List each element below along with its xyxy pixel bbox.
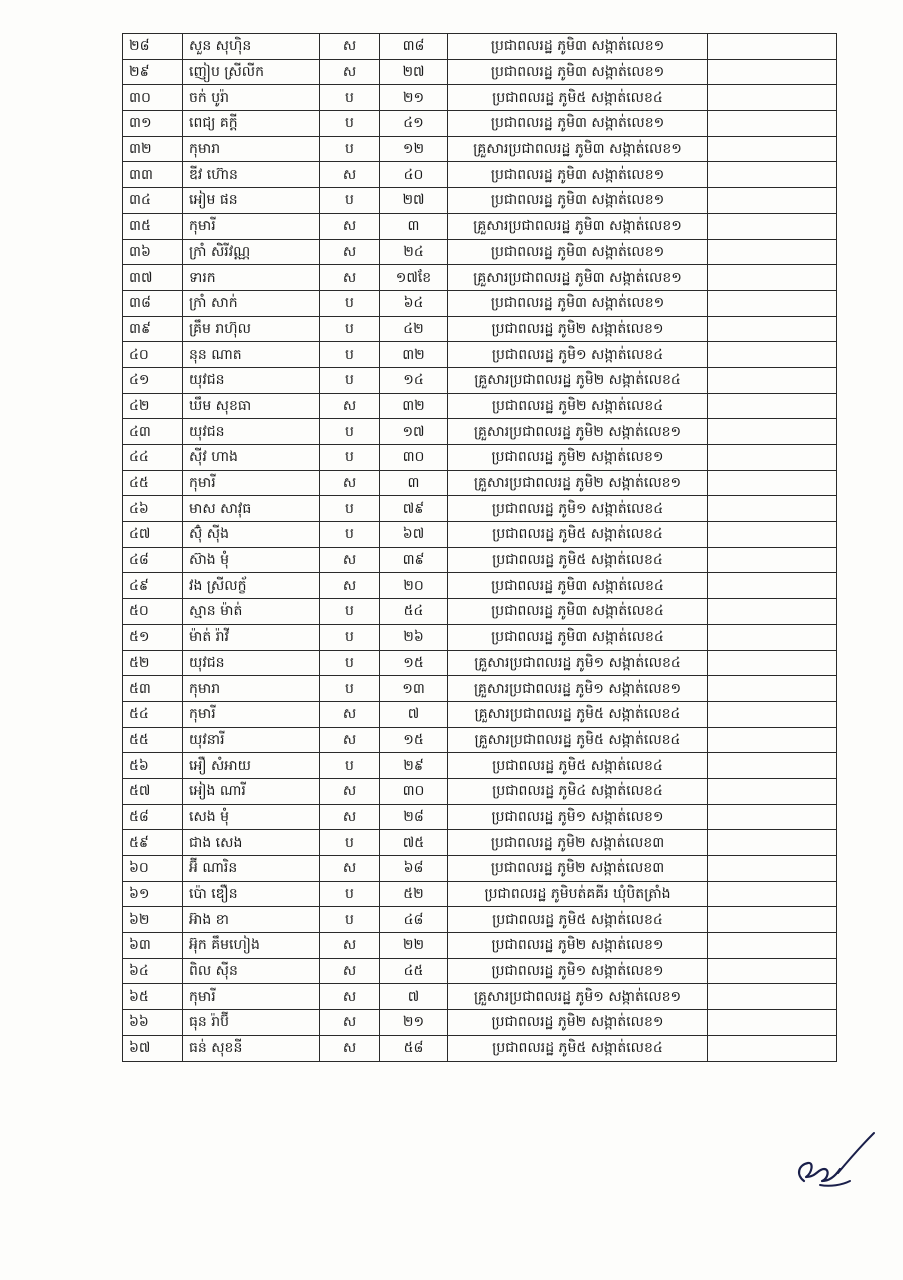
note-cell: [708, 778, 837, 804]
name-cell: អៀង ណារី: [183, 778, 320, 804]
role-cell: ប្រជាពលរដ្ឋ ភូមិ៥ សង្កាត់លេខ៤: [448, 753, 708, 779]
sex-cell: ប: [320, 188, 380, 214]
handwritten-signature: [790, 1125, 880, 1200]
sex-cell: ស: [320, 470, 380, 496]
role-cell: ប្រជាពលរដ្ឋ ភូមិ៥ សង្កាត់លេខ៤: [448, 85, 708, 111]
sex-cell: ស: [320, 804, 380, 830]
note-cell: [708, 188, 837, 214]
note-cell: [708, 213, 837, 239]
note-cell: [708, 1035, 837, 1061]
note-cell: [708, 393, 837, 419]
age-cell: ៣: [380, 470, 448, 496]
name-cell: យុវនារី: [183, 727, 320, 753]
name-cell: ក្រាំ សិរីវណ្ណ: [183, 239, 320, 265]
note-cell: [708, 830, 837, 856]
sex-cell: ស: [320, 701, 380, 727]
row-number-cell: ៦២: [123, 907, 183, 933]
row-number-cell: ៤២: [123, 393, 183, 419]
role-cell: គ្រួសារប្រជាពលរដ្ឋ ភូមិ៥ សង្កាត់លេខ៤: [448, 727, 708, 753]
role-cell: ប្រជាពលរដ្ឋ ភូមិ១ សង្កាត់លេខ៤: [448, 342, 708, 368]
age-cell: ២០: [380, 573, 448, 599]
table-row: [123, 239, 837, 265]
age-cell: ២៧: [380, 59, 448, 85]
age-cell: ៦៧: [380, 522, 448, 548]
name-cell: ឌីវ ហ៊ោន: [183, 162, 320, 188]
note-cell: [708, 59, 837, 85]
row-number-cell: ២៨: [123, 34, 183, 60]
note-cell: [708, 701, 837, 727]
age-cell: ២៧: [380, 188, 448, 214]
row-number-cell: ៥៩: [123, 830, 183, 856]
age-cell: ៦៨: [380, 856, 448, 882]
role-cell: ប្រជាពលរដ្ឋ ភូមិ៥ សង្កាត់លេខ៤: [448, 907, 708, 933]
age-cell: ១៥: [380, 727, 448, 753]
role-cell: ប្រជាពលរដ្ឋ ភូមិ២ សង្កាត់លេខ៣: [448, 830, 708, 856]
role-cell: គ្រួសារប្រជាពលរដ្ឋ ភូមិ១ សង្កាត់លេខ១: [448, 984, 708, 1010]
role-cell: គ្រួសារប្រជាពលរដ្ឋ ភូមិ១ សង្កាត់លេខ១: [448, 676, 708, 702]
age-cell: ៣៨: [380, 34, 448, 60]
name-cell: អៀម ផន: [183, 188, 320, 214]
sex-cell: ស: [320, 1035, 380, 1061]
table-row: [123, 85, 837, 111]
note-cell: [708, 727, 837, 753]
age-cell: ៥៤: [380, 599, 448, 625]
role-cell: ប្រជាពលរដ្ឋ ភូមិ៣ សង្កាត់លេខ១: [448, 162, 708, 188]
sex-cell: ស: [320, 34, 380, 60]
table-row: [123, 856, 837, 882]
note-cell: [708, 984, 837, 1010]
age-cell: ៣២: [380, 393, 448, 419]
table-row: [123, 1035, 837, 1061]
note-cell: [708, 136, 837, 162]
role-cell: ប្រជាពលរដ្ឋ ភូមិ៥ សង្កាត់លេខ៤: [448, 1035, 708, 1061]
sex-cell: ប: [320, 445, 380, 471]
note-cell: [708, 316, 837, 342]
note-cell: [708, 1010, 837, 1036]
role-cell: ប្រជាពលរដ្ឋ ភូមិ៣ សង្កាត់លេខ៤: [448, 624, 708, 650]
sex-cell: ប: [320, 624, 380, 650]
sex-cell: ប: [320, 753, 380, 779]
name-cell: ស៊ីវ ហាង: [183, 445, 320, 471]
role-cell: ប្រជាពលរដ្ឋ ភូមិ៣ សង្កាត់លេខ១: [448, 59, 708, 85]
sex-cell: ប: [320, 881, 380, 907]
note-cell: [708, 599, 837, 625]
table-row: [123, 213, 837, 239]
sex-cell: ស: [320, 856, 380, 882]
note-cell: [708, 624, 837, 650]
sex-cell: ស: [320, 778, 380, 804]
note-cell: [708, 342, 837, 368]
table-row: [123, 342, 837, 368]
sex-cell: ប: [320, 419, 380, 445]
name-cell: ឃឹម សុខធា: [183, 393, 320, 419]
signature-stroke-slash: [838, 1133, 874, 1173]
table-row: [123, 367, 837, 393]
age-cell: ៤២: [380, 316, 448, 342]
table-row: [123, 188, 837, 214]
age-cell: ២២: [380, 933, 448, 959]
sex-cell: ប: [320, 136, 380, 162]
age-cell: ៣២: [380, 342, 448, 368]
table-row: [123, 573, 837, 599]
row-number-cell: ៣៧: [123, 265, 183, 291]
name-cell: ធន់ សុខនី: [183, 1035, 320, 1061]
age-cell: ៤១: [380, 111, 448, 137]
table-row: [123, 162, 837, 188]
name-cell: ក្រាំ សាក់: [183, 290, 320, 316]
name-cell: អ៊ុក គឹមហៀង: [183, 933, 320, 959]
name-cell: ម៉ាត់ រ៉ាវី: [183, 624, 320, 650]
age-cell: ៣០: [380, 445, 448, 471]
role-cell: ប្រជាពលរដ្ឋ ភូមិ៣ សង្កាត់លេខ១: [448, 239, 708, 265]
note-cell: [708, 496, 837, 522]
table-row: [123, 933, 837, 959]
table-row: [123, 445, 837, 471]
name-cell: ទារក: [183, 265, 320, 291]
table-row: [123, 265, 837, 291]
note-cell: [708, 881, 837, 907]
role-cell: ប្រជាពលរដ្ឋ ភូមិ៣ សង្កាត់លេខ៤: [448, 573, 708, 599]
name-cell: សួន សុហ៊ិន: [183, 34, 320, 60]
role-cell: ប្រជាពលរដ្ឋ ភូមិ២ សង្កាត់លេខ១: [448, 445, 708, 471]
role-cell: ប្រជាពលរដ្ឋ ភូមិ៥ សង្កាត់លេខ៤: [448, 547, 708, 573]
name-cell: សេង មុំ: [183, 804, 320, 830]
age-cell: ៣: [380, 213, 448, 239]
table-row: [123, 393, 837, 419]
row-number-cell: ៥៤: [123, 701, 183, 727]
note-cell: [708, 856, 837, 882]
name-cell: ចក់ បូរ៉ា: [183, 85, 320, 111]
row-number-cell: ៥៧: [123, 778, 183, 804]
age-cell: ៥៨: [380, 1035, 448, 1061]
sex-cell: ស: [320, 547, 380, 573]
sex-cell: ស: [320, 573, 380, 599]
row-number-cell: ៤៥: [123, 470, 183, 496]
row-number-cell: ៤៦: [123, 496, 183, 522]
name-cell: កុមារី: [183, 701, 320, 727]
role-cell: គ្រួសារប្រជាពលរដ្ឋ ភូមិ២ សង្កាត់លេខ៤: [448, 367, 708, 393]
name-cell: អ៊ាង ខា: [183, 907, 320, 933]
table-row: [123, 34, 837, 60]
row-number-cell: ៥០: [123, 599, 183, 625]
row-number-cell: ៥៣: [123, 676, 183, 702]
note-cell: [708, 676, 837, 702]
row-number-cell: ៤៨: [123, 547, 183, 573]
row-number-cell: ៤០: [123, 342, 183, 368]
age-cell: ២៤: [380, 239, 448, 265]
age-cell: ១៧ខែ: [380, 265, 448, 291]
row-number-cell: ៦៥: [123, 984, 183, 1010]
age-cell: ៤០: [380, 162, 448, 188]
name-cell: កុមារី: [183, 213, 320, 239]
role-cell: គ្រួសារប្រជាពលរដ្ឋ ភូមិ៣ សង្កាត់លេខ១: [448, 213, 708, 239]
sex-cell: ស: [320, 239, 380, 265]
table-row: [123, 984, 837, 1010]
role-cell: ប្រជាពលរដ្ឋ ភូមិ១ សង្កាត់លេខ១: [448, 804, 708, 830]
role-cell: គ្រួសារប្រជាពលរដ្ឋ ភូមិ២ សង្កាត់លេខ១: [448, 419, 708, 445]
age-cell: ៤៥: [380, 958, 448, 984]
row-number-cell: ៥៥: [123, 727, 183, 753]
sex-cell: ប: [320, 85, 380, 111]
role-cell: ប្រជាពលរដ្ឋ ភូមិ២ សង្កាត់លេខ៣: [448, 856, 708, 882]
name-cell: ប៉ោ ឌឿន: [183, 881, 320, 907]
name-cell: ស៊ាង មុំ: [183, 547, 320, 573]
age-cell: ២១: [380, 85, 448, 111]
sex-cell: ប: [320, 367, 380, 393]
role-cell: ប្រជាពលរដ្ឋ ភូមិ៣ សង្កាត់លេខ១: [448, 290, 708, 316]
sex-cell: ប: [320, 676, 380, 702]
note-cell: [708, 573, 837, 599]
age-cell: ២៦: [380, 624, 448, 650]
note-cell: [708, 933, 837, 959]
table-row: [123, 316, 837, 342]
table-row: [123, 676, 837, 702]
age-cell: ១៥: [380, 650, 448, 676]
sex-cell: ប: [320, 316, 380, 342]
sex-cell: ប: [320, 522, 380, 548]
age-cell: ៦៤: [380, 290, 448, 316]
table-row: [123, 136, 837, 162]
role-cell: ប្រជាពលរដ្ឋ ភូមិ២ សង្កាត់លេខ១: [448, 316, 708, 342]
row-number-cell: ៥៦: [123, 753, 183, 779]
age-cell: ១៣: [380, 676, 448, 702]
row-number-cell: ៤១: [123, 367, 183, 393]
note-cell: [708, 290, 837, 316]
name-cell: កុមារី: [183, 470, 320, 496]
table-row: [123, 778, 837, 804]
row-number-cell: ២៩: [123, 59, 183, 85]
table-row: [123, 830, 837, 856]
table-row: [123, 470, 837, 496]
note-cell: [708, 34, 837, 60]
row-number-cell: ៣៥: [123, 213, 183, 239]
name-cell: មាស សាវុធ: [183, 496, 320, 522]
table-row: [123, 419, 837, 445]
age-cell: ៧៩: [380, 496, 448, 522]
age-cell: ២៩: [380, 753, 448, 779]
sex-cell: ស: [320, 393, 380, 419]
name-cell: ស៊ុំ ស៊ីង: [183, 522, 320, 548]
note-cell: [708, 522, 837, 548]
role-cell: ប្រជាពលរដ្ឋ ភូមិ៣ សង្កាត់លេខ៤: [448, 599, 708, 625]
row-number-cell: ៤៧: [123, 522, 183, 548]
role-cell: គ្រួសារប្រជាពលរដ្ឋ ភូមិ៥ សង្កាត់លេខ៤: [448, 701, 708, 727]
age-cell: ១២: [380, 136, 448, 162]
row-number-cell: ៦៣: [123, 933, 183, 959]
name-cell: កុមារា: [183, 136, 320, 162]
sex-cell: ស: [320, 162, 380, 188]
signature-stroke-main: [799, 1163, 840, 1181]
table-row: [123, 650, 837, 676]
row-number-cell: ៥១: [123, 624, 183, 650]
role-cell: ប្រជាពលរដ្ឋ ភូមិ៣ សង្កាត់លេខ១: [448, 188, 708, 214]
sex-cell: ប: [320, 111, 380, 137]
sex-cell: ស: [320, 59, 380, 85]
role-cell: ប្រជាពលរដ្ឋ ភូមិ១ សង្កាត់លេខ៤: [448, 496, 708, 522]
age-cell: ១៧: [380, 419, 448, 445]
row-number-cell: ៦៦: [123, 1010, 183, 1036]
name-cell: ធុន រ៉ាប៊ី: [183, 1010, 320, 1036]
name-cell: អ៊ី ណារិន: [183, 856, 320, 882]
sex-cell: ស: [320, 958, 380, 984]
sex-cell: ប: [320, 830, 380, 856]
sex-cell: ស: [320, 1010, 380, 1036]
row-number-cell: ៦៤: [123, 958, 183, 984]
name-cell: កុមារា: [183, 676, 320, 702]
participant-table-body: [123, 34, 837, 1062]
table-row: [123, 59, 837, 85]
table-row: [123, 522, 837, 548]
row-number-cell: ៦១: [123, 881, 183, 907]
sex-cell: ប: [320, 290, 380, 316]
name-cell: វង ស្រីលក្ខ័: [183, 573, 320, 599]
role-cell: គ្រួសារប្រជាពលរដ្ឋ ភូមិ២ សង្កាត់លេខ១: [448, 470, 708, 496]
role-cell: ប្រជាពលរដ្ឋ ភូមិ២ សង្កាត់លេខ១: [448, 933, 708, 959]
name-cell: យុវជន: [183, 419, 320, 445]
age-cell: ៣៩: [380, 547, 448, 573]
role-cell: ប្រជាពលរដ្ឋ ភូមិ១ សង្កាត់លេខ១: [448, 958, 708, 984]
age-cell: ៥២: [380, 881, 448, 907]
row-number-cell: ៤៣: [123, 419, 183, 445]
table-row: [123, 599, 837, 625]
name-cell: ញៀប ស្រីលីក: [183, 59, 320, 85]
table-row: [123, 907, 837, 933]
note-cell: [708, 239, 837, 265]
sex-cell: ប: [320, 599, 380, 625]
name-cell: គ្រឹម រាហ៊ុល: [183, 316, 320, 342]
role-cell: គ្រួសារប្រជាពលរដ្ឋ ភូមិ១ សង្កាត់លេខ៤: [448, 650, 708, 676]
row-number-cell: ៣២: [123, 136, 183, 162]
sex-cell: ស: [320, 984, 380, 1010]
sex-cell: ស: [320, 213, 380, 239]
age-cell: ៤៨: [380, 907, 448, 933]
role-cell: ប្រជាពលរដ្ឋ ភូមិបត់គគីរ ឃុំបិតត្រាំង: [448, 881, 708, 907]
role-cell: គ្រួសារប្រជាពលរដ្ឋ ភូមិ៣ សង្កាត់លេខ១: [448, 136, 708, 162]
note-cell: [708, 650, 837, 676]
note-cell: [708, 162, 837, 188]
sex-cell: ប: [320, 496, 380, 522]
name-cell: នុន ណាត: [183, 342, 320, 368]
name-cell: ពេជ្យ គក្តី: [183, 111, 320, 137]
age-cell: ២៨: [380, 804, 448, 830]
role-cell: ប្រជាពលរដ្ឋ ភូមិ៥ សង្កាត់លេខ៤: [448, 522, 708, 548]
row-number-cell: ៦៧: [123, 1035, 183, 1061]
sex-cell: ប: [320, 650, 380, 676]
table-row: [123, 290, 837, 316]
note-cell: [708, 265, 837, 291]
age-cell: ៧: [380, 701, 448, 727]
table-row: [123, 624, 837, 650]
note-cell: [708, 367, 837, 393]
note-cell: [708, 445, 837, 471]
name-cell: ស្មាន ម៉ាត់: [183, 599, 320, 625]
row-number-cell: ៥២: [123, 650, 183, 676]
note-cell: [708, 419, 837, 445]
age-cell: ៧: [380, 984, 448, 1010]
table-row: [123, 496, 837, 522]
age-cell: ៧៥: [380, 830, 448, 856]
sex-cell: ប: [320, 342, 380, 368]
row-number-cell: ៤៤: [123, 445, 183, 471]
table-row: [123, 753, 837, 779]
table-row: [123, 958, 837, 984]
table-row: [123, 804, 837, 830]
sex-cell: ស: [320, 265, 380, 291]
table-row: [123, 547, 837, 573]
row-number-cell: ៦០: [123, 856, 183, 882]
row-number-cell: ៣១: [123, 111, 183, 137]
name-cell: យុវជន: [183, 650, 320, 676]
row-number-cell: ៤៩: [123, 573, 183, 599]
name-cell: ជាង សេង: [183, 830, 320, 856]
age-cell: ៣០: [380, 778, 448, 804]
participant-table: [122, 33, 837, 1062]
role-cell: គ្រួសារប្រជាពលរដ្ឋ ភូមិ៣ សង្កាត់លេខ១: [448, 265, 708, 291]
sex-cell: ស: [320, 727, 380, 753]
table-row: [123, 881, 837, 907]
age-cell: ២១: [380, 1010, 448, 1036]
role-cell: ប្រជាពលរដ្ឋ ភូមិ២ សង្កាត់លេខ១: [448, 1010, 708, 1036]
role-cell: ប្រជាពលរដ្ឋ ភូមិ២ សង្កាត់លេខ៤: [448, 393, 708, 419]
row-number-cell: ៣៣: [123, 162, 183, 188]
note-cell: [708, 111, 837, 137]
sex-cell: ប: [320, 907, 380, 933]
role-cell: ប្រជាពលរដ្ឋ ភូមិ៤ សង្កាត់លេខ៤: [448, 778, 708, 804]
row-number-cell: ៣៤: [123, 188, 183, 214]
role-cell: ប្រជាពលរដ្ឋ ភូមិ៣ សង្កាត់លេខ១: [448, 111, 708, 137]
note-cell: [708, 547, 837, 573]
sex-cell: ស: [320, 933, 380, 959]
name-cell: អឿ សំអាយ: [183, 753, 320, 779]
note-cell: [708, 804, 837, 830]
row-number-cell: ៣៨: [123, 290, 183, 316]
name-cell: ពិល ស៊ីន: [183, 958, 320, 984]
age-cell: ១៤: [380, 367, 448, 393]
role-cell: ប្រជាពលរដ្ឋ ភូមិ៣ សង្កាត់លេខ១: [448, 34, 708, 60]
row-number-cell: ៣០: [123, 85, 183, 111]
table-row: [123, 701, 837, 727]
name-cell: កុមារី: [183, 984, 320, 1010]
table-row: [123, 111, 837, 137]
row-number-cell: ៥៨: [123, 804, 183, 830]
note-cell: [708, 470, 837, 496]
note-cell: [708, 958, 837, 984]
note-cell: [708, 907, 837, 933]
table-row: [123, 1010, 837, 1036]
row-number-cell: ៣៦: [123, 239, 183, 265]
table-row: [123, 727, 837, 753]
row-number-cell: ៣៩: [123, 316, 183, 342]
note-cell: [708, 85, 837, 111]
note-cell: [708, 753, 837, 779]
name-cell: យុវជន: [183, 367, 320, 393]
